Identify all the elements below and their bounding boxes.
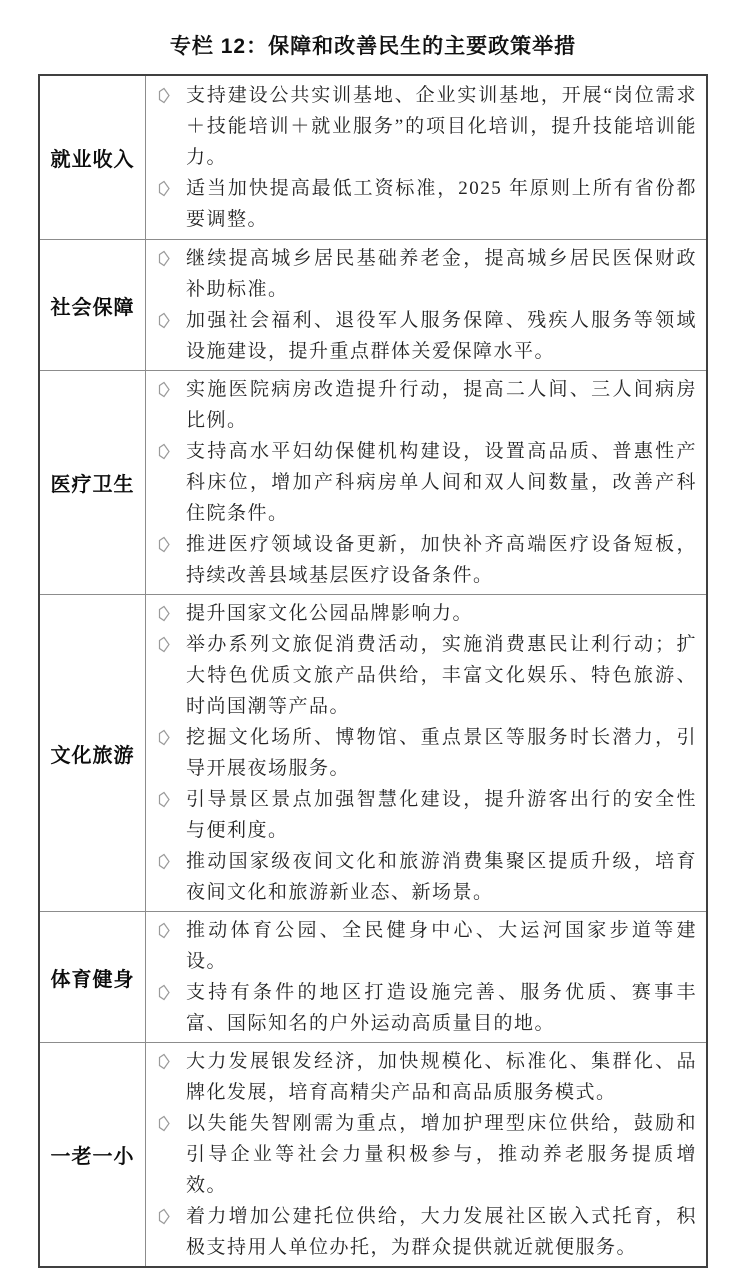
policy-item [154,915,697,977]
table-row [40,239,706,370]
policy-item-text: 实施医院病房改造提升行动，提高二人间、三人间病房比例。 [186,379,697,431]
policy-item [154,80,697,173]
policy-item [154,243,697,305]
diamond-bullet-icon [154,629,186,658]
policy-item [154,629,697,722]
policy-item-text: 提升国家文化公园品牌影响力。 [186,603,474,624]
diamond-bullet-icon [154,784,186,813]
diamond-bullet-icon [154,243,186,272]
policy-item-text: 推进医疗领域设备更新，加快补齐高端医疗设备短板，持续改善县域基层医疗设备条件。 [186,534,697,586]
diamond-bullet-icon [154,529,186,558]
policy-item-text: 适当加快提高最低工资标准，2025 年原则上所有省份都要调整。 [186,178,697,230]
table-row [40,370,706,594]
policy-item-text: 加强社会福利、退役军人服务保障、残疾人服务等领域设施建设，提升重点群体关爱保障水平。 [186,310,697,362]
policy-item-text: 推动体育公园、全民健身中心、大运河国家步道等建设。 [186,920,697,972]
category-label: 体育健身 [50,968,135,991]
policy-item-text: 举办系列文旅促消费活动，实施消费惠民让利行动；扩大特色优质文旅产品供给，丰富文化娱乐、特色旅游、时尚国潮等产品。 [186,634,697,717]
diamond-bullet-icon [154,436,186,465]
diamond-bullet-icon [154,915,186,944]
diamond-bullet-icon [154,173,186,202]
policy-item-text: 大力发展银发经济，加快规模化、标准化、集群化、品牌化发展，培育高精尖产品和高品质服务模式。 [186,1051,697,1103]
category-cell [40,1043,146,1266]
items-cell [146,76,706,239]
table-row [40,76,706,239]
category-cell [40,595,146,911]
category-cell [40,76,146,239]
policy-item-text: 支持有条件的地区打造设施完善、服务优质、赛事丰富、国际知名的户外运动高质量目的地。 [186,982,697,1034]
policy-item-text: 支持建设公共实训基地、企业实训基地，开展“岗位需求＋技能培训＋就业服务”的项目化培训，提升技能培训能力。 [186,85,697,168]
policy-item [154,305,697,367]
policy-table [38,74,708,1268]
policy-item [154,173,697,235]
diamond-bullet-icon [154,1201,186,1230]
items-cell [146,595,706,911]
category-label: 医疗卫生 [50,474,135,496]
diamond-bullet-icon [154,977,186,1006]
items-cell [146,1043,706,1266]
policy-item [154,846,697,908]
policy-item-text: 以失能失智刚需为重点，增加护理型床位供给，鼓励和引导企业等社会力量积极参与，推动养老服务提质增效。 [186,1113,697,1196]
policy-item-text: 着力增加公建托位供给，大力发展社区嵌入式托育，积极支持用人单位办托，为群众提供就近就便服务。 [186,1206,697,1258]
category-cell [40,240,146,370]
policy-item [154,1201,697,1263]
diamond-bullet-icon [154,722,186,751]
table-row [40,594,706,911]
diamond-bullet-icon [154,598,186,627]
policy-item [154,598,697,629]
diamond-bullet-icon [154,305,186,334]
diamond-bullet-icon [154,1046,186,1075]
diamond-bullet-icon [154,1108,186,1137]
policy-item-text: 引导景区景点加强智慧化建设，提升游客出行的安全性与便利度。 [186,789,697,841]
policy-item [154,1046,697,1108]
table-row [40,911,706,1042]
items-cell [146,371,706,594]
policy-item [154,374,697,436]
category-label: 文化旅游 [50,744,135,767]
category-label: 就业收入 [50,149,135,171]
policy-item [154,784,697,846]
policy-item [154,436,697,529]
policy-item [154,529,697,591]
document-page [0,30,750,1258]
diamond-bullet-icon [154,80,186,109]
items-cell [146,912,706,1042]
category-cell [40,371,146,594]
policy-item-text: 推动国家级夜间文化和旅游消费集聚区提质升级，培育夜间文化和旅游新业态、新场景。 [186,851,697,903]
policy-item-text: 继续提高城乡居民基础养老金，提高城乡居民医保财政补助标准。 [186,248,697,300]
policy-item [154,1108,697,1201]
items-cell [146,240,706,370]
policy-item-text: 支持高水平妇幼保健机构建设，设置高品质、普惠性产科床位，增加产科病房单人间和双人间数量，改善产科住院条件。 [186,441,697,524]
category-label: 社会保障 [50,296,135,319]
policy-item-text: 挖掘文化场所、博物馆、重点景区等服务时长潜力，引导开展夜场服务。 [186,727,697,779]
table-row [40,1042,706,1266]
policy-item [154,977,697,1039]
category-cell [40,912,146,1042]
policy-item [154,722,697,784]
page-title: 专栏 12：保障和改善民生的主要政策举措 [169,35,577,58]
diamond-bullet-icon [154,846,186,875]
diamond-bullet-icon [154,374,186,403]
category-label: 一老一小 [50,1146,135,1168]
